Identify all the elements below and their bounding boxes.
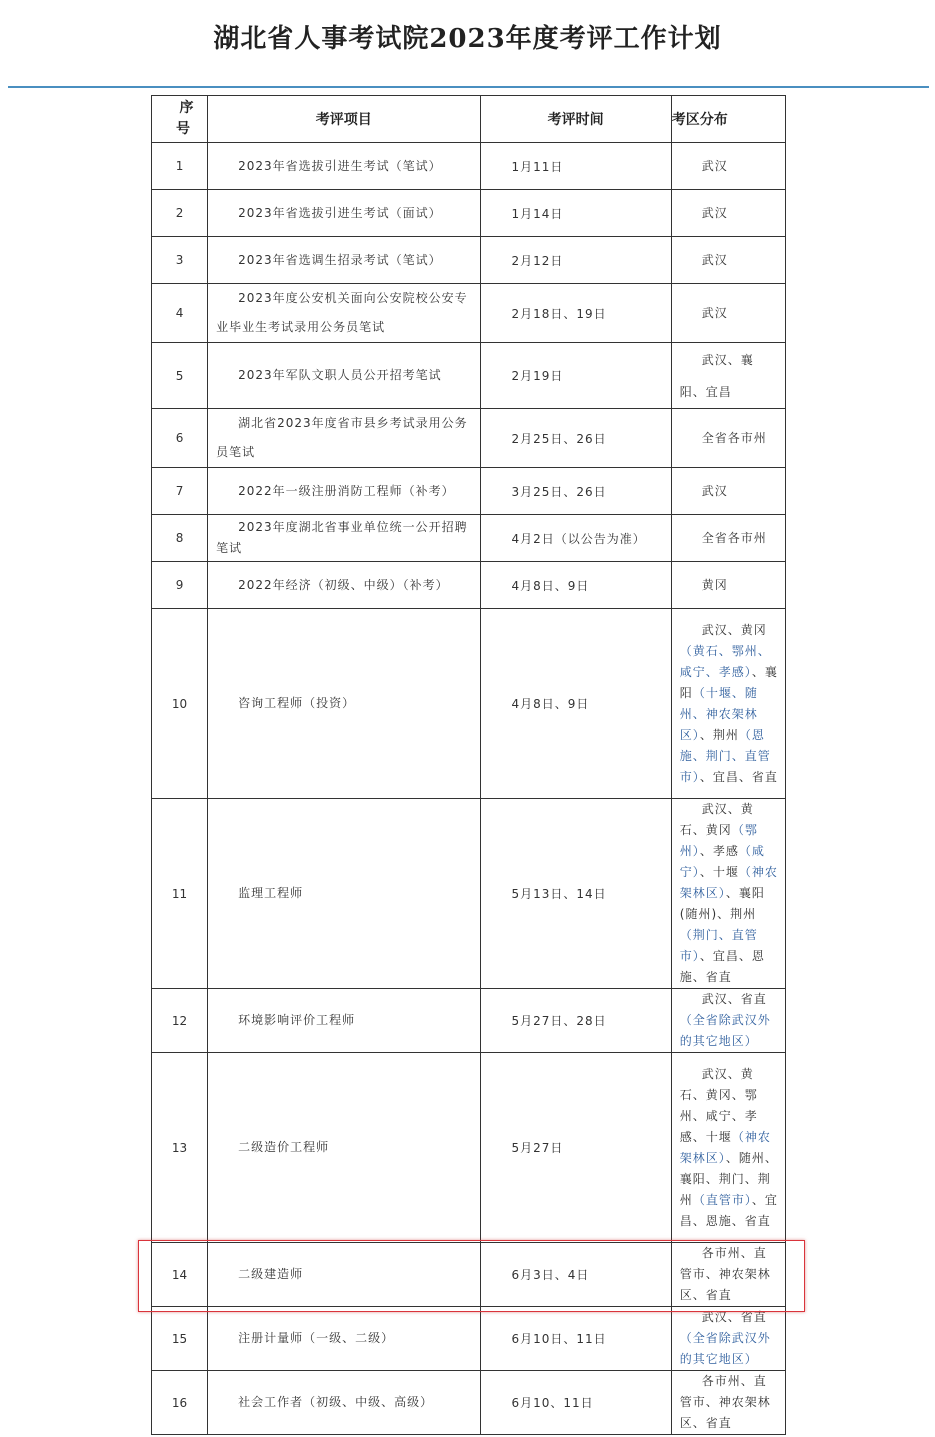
row-item: 社会工作者（初级、中级、高级） [208, 1371, 480, 1435]
row-time: 5月27日、28日 [480, 989, 671, 1053]
row-time: 1月14日 [480, 190, 671, 237]
title-divider [8, 86, 929, 88]
row-time: 2月19日 [480, 343, 671, 409]
table-row [152, 562, 786, 609]
row-area: 武汉 [671, 468, 785, 515]
row-no: 2 [152, 190, 208, 237]
table-row [152, 1371, 786, 1435]
row-time: 2月18日、19日 [480, 284, 671, 343]
row-area: 全省各市州 [671, 515, 785, 562]
table-row [152, 468, 786, 515]
row-item: 2023年省选拔引进生考试（面试） [208, 190, 480, 237]
row-no: 14 [152, 1243, 208, 1307]
row-no: 6 [152, 409, 208, 468]
row-area: 各市州、直管市、神农架林区、省直 [671, 1371, 785, 1435]
table-row [152, 409, 786, 468]
row-item: 监理工程师 [208, 799, 480, 989]
row-area: 武汉 [671, 284, 785, 343]
row-time: 4月8日、9日 [480, 562, 671, 609]
row-area: 武汉、黄石、黄冈（鄂州）、孝感（咸宁）、十堰（神农架林区）、襄阳(随州)、荆州（荆门、直管市）、宜昌、恩施、省直 [671, 799, 785, 989]
plan-table [151, 95, 786, 1435]
row-area: 黄冈 [671, 562, 785, 609]
row-area: 武汉、黄冈（黄石、鄂州、咸宁、孝感）、襄阳（十堰、随州、神农架林区）、荆州（恩施、荆门、直管市）、宜昌、省直 [671, 609, 785, 799]
table-row [152, 343, 786, 409]
row-item: 2023年度公安机关面向公安院校公安专业毕业生考试录用公务员笔试 [208, 284, 480, 343]
row-no: 5 [152, 343, 208, 409]
row-item: 2022年一级注册消防工程师（补考） [208, 468, 480, 515]
row-no: 10 [152, 609, 208, 799]
table-row [152, 143, 786, 190]
table-row [152, 989, 786, 1053]
row-time: 6月10、11日 [480, 1371, 671, 1435]
table-row [152, 515, 786, 562]
table-row [152, 1307, 786, 1371]
row-no: 15 [152, 1307, 208, 1371]
row-no: 13 [152, 1053, 208, 1243]
row-item: 2022年经济（初级、中级）（补考） [208, 562, 480, 609]
row-no: 1 [152, 143, 208, 190]
header-time: 考评时间 [480, 96, 671, 143]
table-row [152, 190, 786, 237]
row-time: 4月8日、9日 [480, 609, 671, 799]
row-item: 2023年省选拔引进生考试（笔试） [208, 143, 480, 190]
header-area: 考区分布 [671, 96, 785, 143]
row-time: 3月25日、26日 [480, 468, 671, 515]
row-no: 16 [152, 1371, 208, 1435]
row-item: 2023年军队文职人员公开招考笔试 [208, 343, 480, 409]
row-area: 各市州、直管市、神农架林区、省直 [671, 1243, 785, 1307]
row-area: 全省各市州 [671, 409, 785, 468]
row-no: 4 [152, 284, 208, 343]
page-title: 湖北省人事考试院2023年度考评工作计划 [213, 24, 722, 54]
row-time: 2月12日 [480, 237, 671, 284]
row-no: 9 [152, 562, 208, 609]
row-time: 5月27日 [480, 1053, 671, 1243]
table-row [152, 609, 786, 799]
table-header-row [152, 96, 786, 143]
table-row [152, 799, 786, 989]
table-row [152, 237, 786, 284]
row-no: 11 [152, 799, 208, 989]
row-area: 武汉、省直（全省除武汉外的其它地区） [671, 989, 785, 1053]
row-time: 2月25日、26日 [480, 409, 671, 468]
row-area: 武汉 [671, 143, 785, 190]
row-area: 武汉、省直（全省除武汉外的其它地区） [671, 1307, 785, 1371]
row-item: 注册计量师（一级、二级） [208, 1307, 480, 1371]
row-time: 5月13日、14日 [480, 799, 671, 989]
row-item: 咨询工程师（投资） [208, 609, 480, 799]
header-item: 考评项目 [208, 96, 480, 143]
row-area: 武汉、黄石、黄冈、鄂州、咸宁、孝感、十堰（神农架林区）、随州、襄阳、荆门、荆州（直管市）、宜昌、恩施、省直 [671, 1053, 785, 1243]
row-no: 8 [152, 515, 208, 562]
row-area: 武汉、襄阳、宜昌 [671, 343, 785, 409]
row-item: 二级建造师 [208, 1243, 480, 1307]
row-item: 环境影响评价工程师 [208, 989, 480, 1053]
table-row [152, 1053, 786, 1243]
row-area: 武汉 [671, 237, 785, 284]
row-no: 3 [152, 237, 208, 284]
row-no: 12 [152, 989, 208, 1053]
row-item: 湖北省2023年度省市县乡考试录用公务员笔试 [208, 409, 480, 468]
header-no: 序 号 [152, 96, 208, 143]
row-item: 2023年度湖北省事业单位统一公开招聘笔试 [208, 515, 480, 562]
row-item: 二级造价工程师 [208, 1053, 480, 1243]
row-time: 6月10日、11日 [480, 1307, 671, 1371]
table-row [152, 1243, 786, 1307]
row-time: 1月11日 [480, 143, 671, 190]
table-row [152, 284, 786, 343]
row-no: 7 [152, 468, 208, 515]
row-time: 4月2日（以公告为准） [480, 515, 671, 562]
row-item: 2023年省选调生招录考试（笔试） [208, 237, 480, 284]
row-time: 6月3日、4日 [480, 1243, 671, 1307]
row-area: 武汉 [671, 190, 785, 237]
